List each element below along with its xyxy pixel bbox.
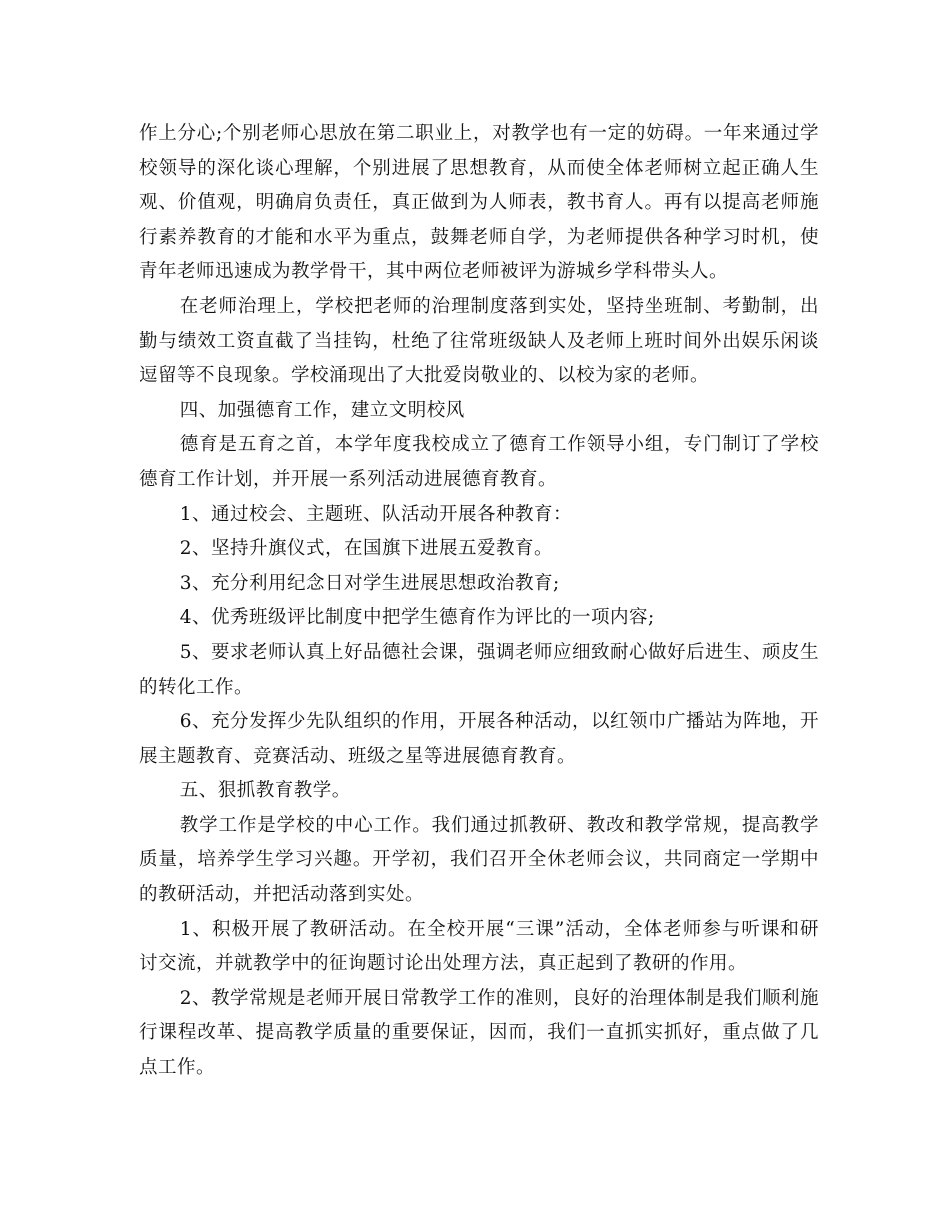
section-heading-moral-education: 四、加强德育工作，建立文明校风 [179,399,465,421]
list-item-teaching-1: 1、积极开展了教研活动。在全校开展“三课”活动，全体老师参与听课和研讨交流，并就教学中的征询题讨论出处理方法，真正起到了教研的作用。 [139,918,819,975]
paragraph-moral-education-intro: 德育是五育之首，本学年度我校成立了德育工作领导小组，专门制订了学校德育工作计划，并开展一系列活动进展德育教育。 [139,434,819,490]
list-item-moral-2: 2、坚持升旗仪式，在国旗下进展五爱教育。 [179,538,553,560]
document-body [139,117,819,1086]
paragraph-teacher-development: 作上分心;个别老师心思放在第二职业上，对教学也有一定的妨碍。一年来通过学校领导的深化谈心理解，个别进展了思想教育，从而使全体老师树立起正确人生观、价值观，明确肩负责任，真正做到为人师表，教书育人。再有以提高老师施行素养教育的才能和水平为重点，鼓舞老师自学，为老师提供各种学习时机，使青年老师迅速成为教学骨干，其中两位老师被评为游城乡学科带头人。 [139,123,819,283]
list-item-moral-4: 4、优秀班级评比制度中把学生德育作为评比的一项内容; [179,607,655,629]
section-heading-teaching: 五、狠抓教育教学。 [179,780,351,802]
list-item-moral-3: 3、充分利用纪念日对学生进展思想政治教育; [179,572,560,594]
list-item-teaching-2: 2、教学常规是老师开展日常教学工作的准则，良好的治理体制是我们顺利施行课程改革、提高教学质量的重要保证，因而，我们一直抓实抓好，重点做了几点工作。 [139,987,819,1079]
list-item-moral-5: 5、要求老师认真上好品德社会课，强调老师应细致耐心做好后进生、顽皮生的转化工作。 [139,641,819,698]
paragraph-teaching-intro: 教学工作是学校的中心工作。我们通过抓教研、教改和教学常规，提高教学质量，培养学生学习兴趣。开学初，我们召开全休老师会议，共同商定一学期中的教研活动，并把活动落到实处。 [139,814,819,906]
list-item-moral-1: 1、通过校会、主题班、队活动开展各种教育： [179,503,572,525]
paragraph-teacher-management: 在老师治理上，学校把老师的治理制度落到实处，坚持坐班制、考勤制，出勤与绩效工资直截了当挂钩，杜绝了往常班级缺人及老师上班时间外出娱乐闲谈逗留等不良现象。学校涌现出了大批爱岗敬业的、以校为家的老师。 [139,295,819,387]
list-item-moral-6: 6、充分发挥少先队组织的作用，开展各种活动，以红领巾广播站为阵地，开展主题教育、竞赛活动、班级之星等进展德育教育。 [139,711,819,767]
